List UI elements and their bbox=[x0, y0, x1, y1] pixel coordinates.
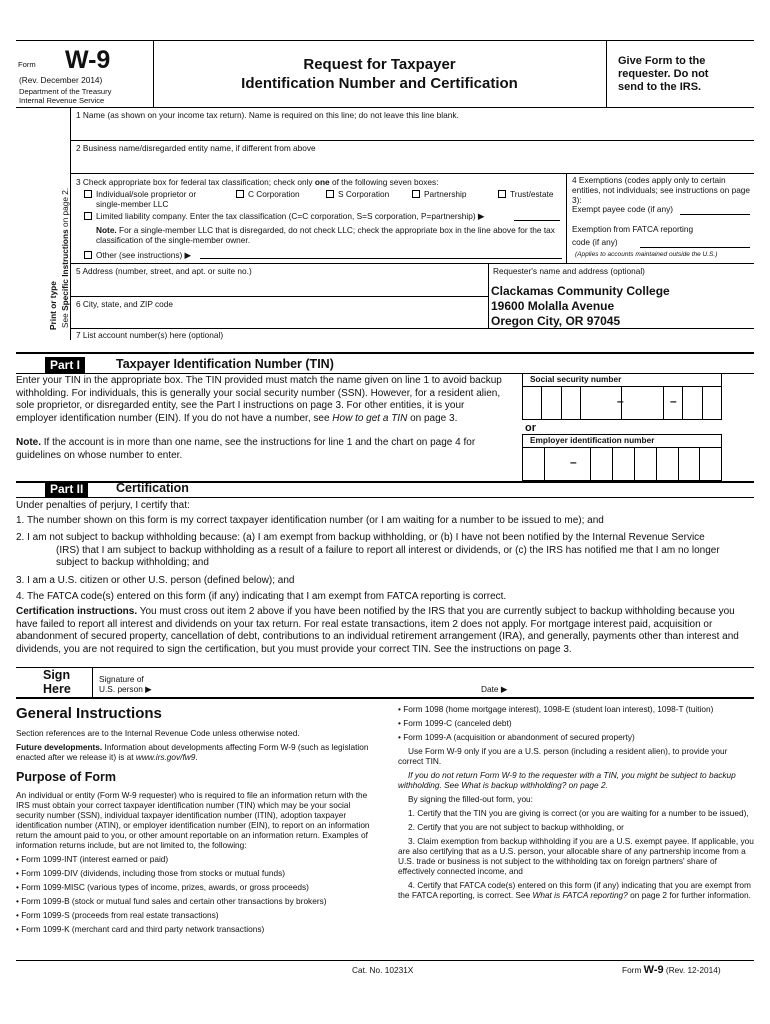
by-signing: By signing the filled-out form, you: bbox=[408, 794, 533, 804]
business-name-input[interactable] bbox=[71, 154, 754, 173]
account-number-input[interactable] bbox=[71, 340, 754, 352]
certification-instructions bbox=[16, 606, 752, 656]
certification-intro: Under penalties of perjury, I certify that: bbox=[16, 500, 190, 511]
tin-instructions-text: Enter your TIN in the appropriate box. The TIN provided must match the name given on line 1 to avoid backup withholding. For individuals, this is generally your social security number (SSN). However, for a resident alien, sole proprietor, or disregarded entity, see the Part I instructions on page 3. For other entities, it is your employer identification number (EIN). If you do not have a number, see bbox=[16, 375, 502, 424]
certify-item-3: 3. Claim exemption from backup withholding if you are a U.S. exempt payee. If applicable, you are also certifying that as a U.S. person, your allocable share of any partnership income from a U.S. trade or business is not subject to the withholding tax on foreign partners' share of effectively connected income, and bbox=[398, 836, 754, 876]
c-corporation-checkbox[interactable] bbox=[236, 190, 244, 198]
bullet-1099-misc: • Form 1099-MISC (various types of income, prizes, awards, or gross proceeds) bbox=[16, 882, 309, 892]
part1-tag: Part I bbox=[45, 357, 85, 373]
certification-instructions-label: Certification instructions. bbox=[16, 606, 138, 617]
exempt-payee-input[interactable] bbox=[680, 214, 750, 215]
future-developments-text: Information about developments affecting Form W-9 (such as legislation enacted after we release it) is at bbox=[16, 742, 369, 762]
trust-estate-label: Trust/estate bbox=[510, 189, 554, 199]
city-state-zip-input[interactable] bbox=[71, 309, 487, 328]
part2-title: Certification bbox=[116, 481, 189, 495]
general-instructions-title: General Instructions bbox=[16, 705, 162, 722]
how-to-get-tin: How to get a TIN bbox=[332, 412, 408, 424]
taxpayer-info-section bbox=[0, 108, 754, 340]
form-label: Form bbox=[18, 60, 36, 69]
form-title-line2: Identification Number and Certification bbox=[241, 75, 518, 92]
or-text: or bbox=[525, 422, 536, 434]
bullet-1099-k: • Form 1099-K (merchant card and third party network transactions) bbox=[16, 924, 265, 934]
tin-instructions bbox=[16, 375, 506, 425]
print-or-type: Print or type bbox=[48, 281, 58, 330]
part1-title: Taxpayer Identification Number (TIN) bbox=[116, 357, 334, 371]
form-header bbox=[16, 40, 754, 108]
certify-item-4-end: on page 2 for further information. bbox=[627, 890, 751, 900]
line1-label: 1 Name (as shown on your income tax return). Name is required on this line; do not leave this line blank. bbox=[76, 110, 459, 120]
other-checkbox[interactable] bbox=[84, 251, 92, 259]
bullet-1099-int: • Form 1099-INT (interest earned or paid) bbox=[16, 854, 169, 864]
ssn-label: Social security number bbox=[530, 374, 622, 384]
fatca-reporting-ref: What is FATCA reporting? bbox=[532, 890, 628, 900]
on-page-text: on page 2. bbox=[60, 187, 70, 230]
other-input[interactable] bbox=[200, 258, 562, 259]
purpose-title: Purpose of Form bbox=[16, 770, 117, 784]
use-form-w9: Use Form W-9 only if you are a U.S. person (including a resident alien), to provide your correct TIN. bbox=[398, 746, 728, 766]
individual-checkbox[interactable] bbox=[84, 190, 92, 198]
signature-input[interactable] bbox=[165, 670, 465, 695]
trust-estate-checkbox[interactable] bbox=[498, 190, 506, 198]
partnership-label: Partnership bbox=[424, 189, 467, 199]
certify-item-4 bbox=[398, 880, 754, 900]
fatca-code-input[interactable] bbox=[640, 247, 750, 248]
line3-label-c: of the following seven boxes: bbox=[329, 177, 439, 187]
fatca-applies-note: (Applies to accounts maintained outside the U.S.) bbox=[575, 251, 718, 258]
s-corporation-checkbox[interactable] bbox=[326, 190, 334, 198]
address-input[interactable] bbox=[71, 276, 487, 296]
individual-label-2: single-member LLC bbox=[96, 199, 169, 209]
exempt-payee-label: Exempt payee code (if any) bbox=[572, 204, 673, 214]
bullet-1099-c: • Form 1099-C (canceled debt) bbox=[398, 718, 512, 728]
department-line: Department of the Treasury bbox=[19, 87, 112, 96]
footer-w9: W-9 bbox=[643, 964, 664, 976]
certify-item-1: 1. Certify that the TIN you are giving is correct (or you are waiting for a number to be issued), bbox=[408, 808, 749, 818]
future-developments bbox=[16, 742, 378, 762]
footer-form-id bbox=[622, 965, 721, 975]
line2-label: 2 Business name/disregarded entity name, if different from above bbox=[76, 143, 316, 153]
specific-instructions: Specific Instructions bbox=[60, 229, 70, 311]
certification-item-3: 3. I am a U.S. citizen or other U.S. person (defined below); and bbox=[16, 575, 295, 586]
general-instructions-left bbox=[16, 704, 378, 938]
revision-date: (Rev. December 2014) bbox=[19, 75, 103, 85]
exemptions-label: 4 Exemptions (codes apply only to certain entities, not individuals; see instructions on page 3): bbox=[572, 175, 751, 205]
tin-instructions-end: on page 3. bbox=[407, 412, 458, 424]
give-form-note-2: requester. Do not bbox=[618, 68, 709, 80]
c-corporation-label: C Corporation bbox=[248, 189, 300, 199]
name-input[interactable] bbox=[71, 122, 754, 140]
certification-instructions-text: You must cross out item 2 above if you have been notified by the IRS that you are currently subject to backup withholding because you have failed to report all interest and dividends on your tax return. For real estate transactions, item 2 does not apply. For mortgage interest paid, acquisition or abandonment of secured property, cancellation of debt, contributions to an individual retirement arrangement (IRA), and generally, payments other than interest and dividends, you are not required to sign the certification, but you must provide your correct TIN. See the instructions on page 3. bbox=[16, 606, 739, 655]
section-references: Section references are to the Internal Revenue Code unless otherwise noted. bbox=[16, 728, 300, 738]
requester-street: 19600 Molalla Avenue bbox=[491, 299, 615, 313]
form-title-line1: Request for Taxpayer bbox=[303, 56, 456, 73]
catalog-number: Cat. No. 10231X bbox=[352, 965, 414, 975]
certification-item-2: 2. I am not subject to backup withholding because: (a) I am exempt from backup withholding, or (b) I have not been notified by the Internal Revenue Service (IRS) that I am subject to backup withholding as a result of a failure to report all interest or dividends, or (c) the IRS has notified me that I am no longer subject to backup withholding; and bbox=[16, 532, 720, 568]
purpose-text: An individual or entity (Form W-9 requester) who is required to file an information return with the IRS must obtain your correct taxpayer identification number (TIN) which may be your social security number (SSN), individual taxpayer identification number (ITIN), adoption taxpayer identification number (ATIN), or employer identification number (EIN), to report on an information return the amount paid to you, or other amount reportable on an information return. Examples of information returns include, but are not limited to, the following: bbox=[16, 790, 370, 850]
certification-item-1: 1. The number shown on this form is my correct taxpayer identification number (or I am waiting for a number to be issued to me); and bbox=[16, 515, 604, 526]
footer-rev: (Rev. 12-2014) bbox=[663, 965, 721, 975]
see-text: See bbox=[60, 310, 70, 328]
tin-note bbox=[16, 437, 516, 462]
certify-item-4-text: 4. Certify that FATCA code(s) entered on this form (if any) indicating that you are exempt from the FATCA reporting, is correct. See bbox=[398, 880, 751, 900]
tin-note-label: Note. bbox=[16, 437, 41, 448]
date-label: Date ▶ bbox=[481, 684, 508, 694]
line7-label: 7 List account number(s) here (optional) bbox=[76, 330, 224, 340]
fatca-label-1: Exemption from FATCA reporting bbox=[572, 224, 694, 234]
ein-input[interactable] bbox=[522, 447, 722, 481]
bullet-1099-s: • Form 1099-S (proceeds from real estate transactions) bbox=[16, 910, 219, 920]
individual-label-1: Individual/sole proprietor or bbox=[96, 189, 197, 199]
line3-label-one: one bbox=[314, 177, 330, 187]
s-corporation-label: S Corporation bbox=[338, 189, 390, 199]
fatca-label-2: code (if any) bbox=[572, 237, 618, 247]
line6-label: 6 City, state, and ZIP code bbox=[76, 299, 174, 309]
requester-city: Oregon City, OR 97045 bbox=[491, 314, 621, 328]
here-label: Here bbox=[43, 682, 71, 696]
tin-note-text: If the account is in more than one name, see the instructions for line 1 and the chart on page 4 for guidelines on whose number to enter. bbox=[16, 437, 476, 461]
llc-label: Limited liability company. Enter the tax classification (C=C corporation, S=S corporation, P=partnership) ▶ bbox=[96, 211, 485, 221]
form-number: W-9 bbox=[65, 46, 111, 74]
llc-checkbox[interactable] bbox=[84, 212, 92, 220]
requester-label: Requester's name and address (optional) bbox=[493, 266, 645, 276]
bullet-1099-b: • Form 1099-B (stock or mutual fund sales and certain other transactions by brokers) bbox=[16, 896, 327, 906]
note-label: Note. bbox=[96, 225, 117, 235]
general-instructions-right bbox=[398, 704, 754, 904]
ein-dash: – bbox=[570, 455, 577, 469]
future-developments-end: . bbox=[195, 752, 198, 762]
backup-withholding-note: If you do not return Form W-9 to the requester with a TIN, you might be subject to backup withholding. See What is backup withholding? on page 2. bbox=[398, 770, 736, 790]
give-form-note-1: Give Form to the bbox=[618, 55, 706, 67]
footer-form-word: Form bbox=[622, 965, 644, 975]
note-text: For a single-member LLC that is disregarded, do not check LLC; check the appropriate box in the line above for the tax classification of the single-member owner. bbox=[96, 225, 555, 245]
ssn-dash-2: – bbox=[670, 394, 677, 408]
certification-item-4: 4. The FATCA code(s) entered on this form (if any) indicating that I am exempt from FATCA reporting is correct. bbox=[16, 591, 507, 602]
sign-label: Sign bbox=[43, 668, 71, 682]
requester-name: Clackamas Community College bbox=[491, 284, 670, 298]
part2-tag: Part II bbox=[45, 481, 88, 497]
date-input[interactable] bbox=[515, 670, 750, 695]
partnership-checkbox[interactable] bbox=[412, 190, 420, 198]
irs-url-link[interactable]: www.irs.gov/fw9 bbox=[135, 752, 196, 762]
give-form-note-3: send to the IRS. bbox=[618, 81, 702, 93]
line5-label: 5 Address (number, street, and apt. or suite no.) bbox=[76, 266, 252, 276]
other-label: Other (see instructions) ▶ bbox=[96, 250, 191, 260]
bullet-1099-a: • Form 1099-A (acquisition or abandonment of secured property) bbox=[398, 732, 635, 742]
ssn-dash-1: – bbox=[617, 394, 624, 408]
signature-label-2: U.S. person ▶ bbox=[99, 684, 152, 694]
agency-line: Internal Revenue Service bbox=[19, 96, 105, 105]
ein-label: Employer identification number bbox=[530, 435, 655, 445]
bullet-1098: • Form 1098 (home mortgage interest), 1098-E (student loan interest), 1098-T (tuition) bbox=[398, 704, 714, 714]
llc-classification-input[interactable] bbox=[514, 220, 560, 221]
certify-item-2: 2. Certify that you are not subject to backup withholding, or bbox=[408, 822, 624, 832]
line3-label-a: 3 Check appropriate box for federal tax classification; check only bbox=[76, 177, 315, 187]
bullet-1099-div: • Form 1099-DIV (dividends, including those from stocks or mutual funds) bbox=[16, 868, 285, 878]
signature-label-1: Signature of bbox=[99, 674, 144, 684]
future-developments-label: Future developments. bbox=[16, 742, 103, 752]
